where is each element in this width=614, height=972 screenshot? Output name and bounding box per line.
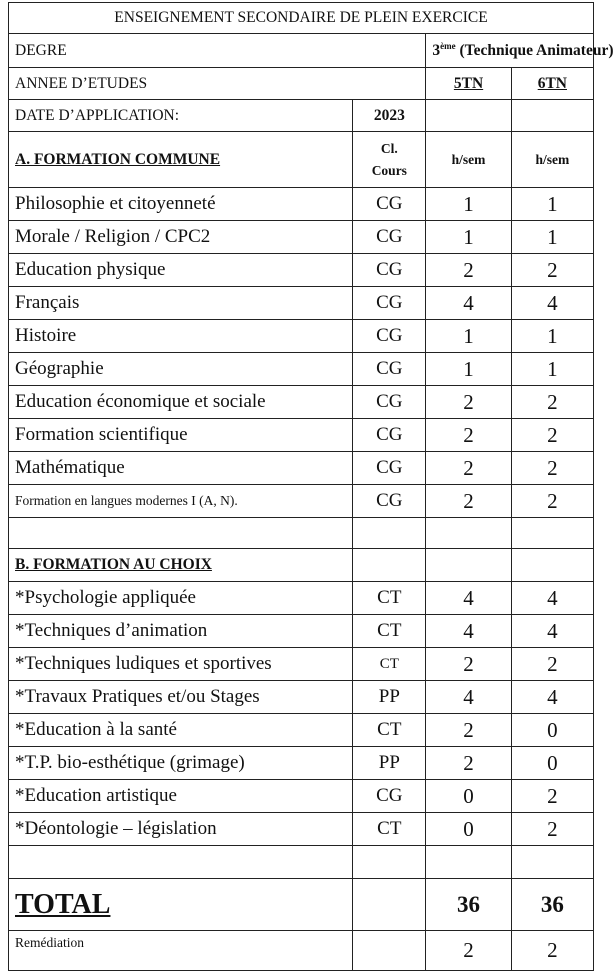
hours-6tn: 4 <box>511 615 593 648</box>
course-class: CG <box>353 188 426 221</box>
course-name: Education économique et sociale <box>9 386 353 419</box>
course-class: CT <box>353 813 426 846</box>
course-name: Histoire <box>9 320 353 353</box>
date-value: 2023 <box>353 100 426 132</box>
course-name: Morale / Religion / CPC2 <box>9 221 353 254</box>
empty-cell <box>426 518 511 549</box>
table-row <box>9 419 594 452</box>
table-row <box>9 188 594 221</box>
annee-5tn: 5TN <box>426 68 511 100</box>
table-row <box>9 320 594 353</box>
table-row <box>9 879 594 931</box>
course-class: CT <box>353 582 426 615</box>
course-class: CT <box>353 714 426 747</box>
hours-5tn: 2 <box>426 485 511 518</box>
empty-cell <box>353 931 426 971</box>
table-row <box>9 931 594 971</box>
hours-6tn: 2 <box>511 485 593 518</box>
hours-5tn: 1 <box>426 188 511 221</box>
hours-6tn: 2 <box>511 648 593 681</box>
course-class: CG <box>353 780 426 813</box>
date-label: DATE D’APPLICATION: <box>9 100 353 132</box>
hours-5tn: 2 <box>426 254 511 287</box>
hours-6tn: 0 <box>511 747 593 780</box>
hours-5tn: 4 <box>426 582 511 615</box>
table-row <box>9 780 594 813</box>
hours-6tn: 1 <box>511 353 593 386</box>
empty-cell <box>9 518 353 549</box>
empty-cell <box>511 846 593 879</box>
table-title: ENSEIGNEMENT SECONDAIRE DE PLEIN EXERCICE <box>9 3 594 34</box>
hours-6tn: 4 <box>511 681 593 714</box>
empty-cell <box>511 518 593 549</box>
hours-6tn: 2 <box>511 813 593 846</box>
table-row <box>9 518 594 549</box>
remediation-label: Remédiation <box>9 931 353 971</box>
hours-5tn: 4 <box>426 681 511 714</box>
hours-6tn: 4 <box>511 582 593 615</box>
table-row <box>9 485 594 518</box>
course-class: CG <box>353 353 426 386</box>
empty-cell <box>353 846 426 879</box>
course-class: CG <box>353 419 426 452</box>
table-row <box>9 353 594 386</box>
hours-5tn: 1 <box>426 320 511 353</box>
hours-6tn: 1 <box>511 188 593 221</box>
course-name: Formation en langues modernes I (A, N). <box>9 485 353 518</box>
table-row <box>9 549 594 582</box>
table-row <box>9 221 594 254</box>
hours-5tn: 1 <box>426 353 511 386</box>
hours-5tn: 4 <box>426 287 511 320</box>
hours-5tn: 2 <box>426 419 511 452</box>
course-class: CG <box>353 287 426 320</box>
table-row <box>9 846 594 879</box>
empty-cell <box>353 879 426 931</box>
section-a-heading: A. FORMATION COMMUNE <box>9 132 353 188</box>
hours-header-6tn: h/sem <box>511 132 593 188</box>
course-class: PP <box>353 747 426 780</box>
table-row <box>9 747 594 780</box>
course-class: CG <box>353 485 426 518</box>
course-name: *T.P. bio-esthétique (grimage) <box>9 747 353 780</box>
course-class: CT <box>353 615 426 648</box>
class-cours-header: Cl. Cours <box>353 132 426 188</box>
course-name: Géographie <box>9 353 353 386</box>
empty-cell <box>353 549 426 582</box>
hours-5tn: 2 <box>426 648 511 681</box>
empty-cell <box>426 846 511 879</box>
empty-cell <box>426 100 511 132</box>
annee-label: ANNEE D’ETUDES <box>9 68 426 100</box>
degre-label: DEGRE <box>9 34 426 68</box>
hours-6tn: 2 <box>511 419 593 452</box>
section-b-heading: B. FORMATION AU CHOIX <box>9 549 353 582</box>
course-name: *Déontologie – législation <box>9 813 353 846</box>
degre-value: 3ème (Technique Animateur) <box>426 34 594 68</box>
hours-6tn: 2 <box>511 386 593 419</box>
curriculum-table <box>8 2 614 971</box>
hours-5tn: 0 <box>426 780 511 813</box>
empty-cell <box>511 549 593 582</box>
hours-6tn: 2 <box>511 780 593 813</box>
table-row <box>9 287 594 320</box>
course-class: CG <box>353 386 426 419</box>
annee-6tn: 6TN <box>511 68 593 100</box>
course-name: Mathématique <box>9 452 353 485</box>
course-name: *Travaux Pratiques et/ou Stages <box>9 681 353 714</box>
hours-5tn: 1 <box>426 221 511 254</box>
hours-6tn: 1 <box>511 221 593 254</box>
hours-5tn: 2 <box>426 747 511 780</box>
hours-header-5tn: h/sem <box>426 132 511 188</box>
hours-5tn: 2 <box>426 386 511 419</box>
remediation-6tn: 2 <box>511 931 593 971</box>
course-name: Education physique <box>9 254 353 287</box>
total-label: TOTAL <box>9 879 353 931</box>
course-name: *Psychologie appliquée <box>9 582 353 615</box>
empty-cell <box>511 100 593 132</box>
hours-5tn: 0 <box>426 813 511 846</box>
table-row <box>9 648 594 681</box>
hours-6tn: 1 <box>511 320 593 353</box>
course-name: Formation scientifique <box>9 419 353 452</box>
table-row <box>9 254 594 287</box>
total-6tn: 36 <box>511 879 593 931</box>
course-class: CG <box>353 221 426 254</box>
hours-6tn: 2 <box>511 452 593 485</box>
remediation-5tn: 2 <box>426 931 511 971</box>
empty-cell <box>426 549 511 582</box>
course-name: *Techniques d’animation <box>9 615 353 648</box>
table-row <box>9 813 594 846</box>
course-name: *Education à la santé <box>9 714 353 747</box>
hours-5tn: 2 <box>426 452 511 485</box>
course-name: *Techniques ludiques et sportives <box>9 648 353 681</box>
course-class: CG <box>353 452 426 485</box>
table-row <box>9 386 594 419</box>
course-name: *Education artistique <box>9 780 353 813</box>
course-class: CT <box>353 648 426 681</box>
course-class: PP <box>353 681 426 714</box>
course-class: CG <box>353 320 426 353</box>
table-row <box>9 714 594 747</box>
empty-cell <box>9 846 353 879</box>
hours-6tn: 4 <box>511 287 593 320</box>
hours-5tn: 2 <box>426 714 511 747</box>
table-row <box>9 582 594 615</box>
course-name: Français <box>9 287 353 320</box>
course-class: CG <box>353 254 426 287</box>
table-row <box>9 452 594 485</box>
hours-6tn: 2 <box>511 254 593 287</box>
table-row <box>9 681 594 714</box>
table-row <box>9 615 594 648</box>
empty-cell <box>353 518 426 549</box>
hours-5tn: 4 <box>426 615 511 648</box>
course-name: Philosophie et citoyenneté <box>9 188 353 221</box>
total-5tn: 36 <box>426 879 511 931</box>
hours-6tn: 0 <box>511 714 593 747</box>
